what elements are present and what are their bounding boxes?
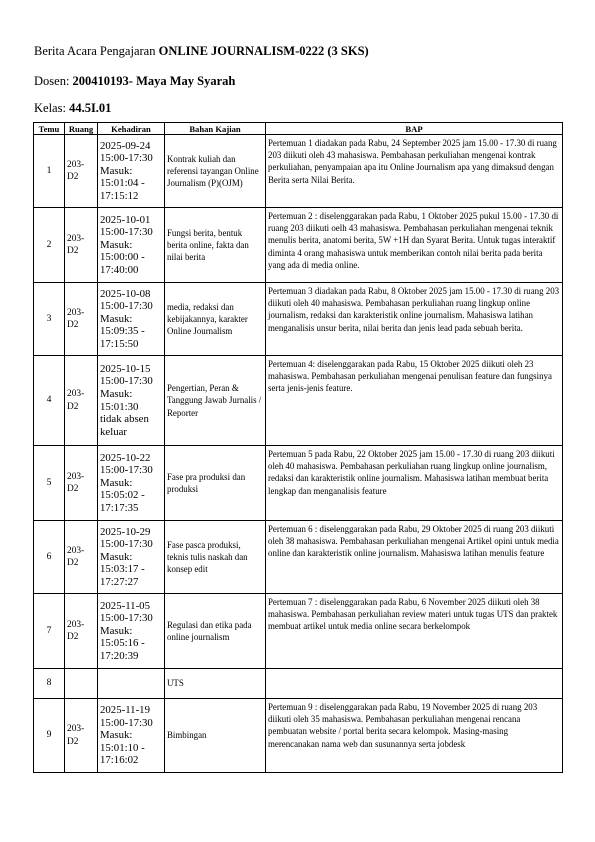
bap-cell: [266, 669, 563, 699]
kehadiran-cell: [98, 208, 165, 283]
kehadiran-line: 15:03:17 -: [100, 563, 145, 576]
kehadiran-cell: [98, 135, 165, 208]
kehadiran-line: 15:01:10 -: [100, 741, 145, 754]
kehadiran-cell: [98, 446, 165, 521]
kehadiran-line: 17:40:00: [100, 263, 139, 276]
kehadiran-line: 15:05:02 -: [100, 489, 145, 502]
col-kehadiran-header: Kehadiran: [98, 123, 165, 135]
bahan-kajian-cell: Fase pasca produksi, teknis tulis naskah dan konsep edit: [165, 521, 266, 594]
table-row: [34, 521, 563, 594]
temu-cell: 4: [34, 356, 65, 446]
bahan-kajian-cell: Fase pra produksi dan produksi: [165, 446, 266, 521]
kehadiran-line: 2025-10-15: [100, 362, 151, 375]
temu-cell: 8: [34, 669, 65, 699]
kehadiran-line: 15:01:04 -: [100, 177, 145, 190]
kehadiran-cell: [98, 594, 165, 669]
lecturer-line: [34, 74, 235, 89]
kehadiran-line: 17:27:27: [100, 575, 139, 588]
kehadiran-line: 15:09:35 -: [100, 325, 145, 338]
bahan-kajian-cell: Bimbingan: [165, 699, 266, 773]
table-header-row: [34, 123, 563, 135]
kehadiran-line: 15:00:00 -: [100, 251, 145, 264]
kehadiran-line: 2025-11-05: [100, 599, 150, 612]
lecturer-value: 200410193- Maya May Syarah: [72, 74, 236, 88]
bahan-kajian-cell: media, redaksi dan kebijakannya, karakter Online Journalism: [165, 283, 266, 356]
kehadiran-cell: [98, 521, 165, 594]
table-row: [34, 135, 563, 208]
kehadiran-line: 15:00-17:30: [100, 612, 153, 625]
table-row: [34, 594, 563, 669]
document-title: [34, 44, 369, 59]
bahan-kajian-cell: Fungsi berita, bentuk berita online, fakta dan nilai berita: [165, 208, 266, 283]
kehadiran-line: 2025-10-08: [100, 287, 151, 300]
kehadiran-line: 15:00-17:30: [100, 716, 153, 729]
ruang-cell: 203-D2: [65, 594, 98, 669]
kehadiran-cell: [98, 699, 165, 773]
kehadiran-line: 15:00-17:30: [100, 538, 153, 551]
bap-cell: Pertemuan 9 : diselenggarakan pada Rabu, 19 November 2025 di ruang 203 diikuti oleh 35 mahasiswa. Pembahasan perkuliahan mengenai rencana pembuatan website / portal berita secara kelompok. Masing-masing merencanakan nama web dan susunannya serta jobdesk: [266, 699, 563, 773]
temu-cell: 6: [34, 521, 65, 594]
bap-cell: Pertemuan 7 : diselenggarakan pada Rabu, 6 November 2025 diikuti oleh 38 mahasiswa. Pembahasan perkuliahan review materi untuk tugas UTS dan praktek membuat artikel untuk media online secara berkelompok: [266, 594, 563, 669]
kehadiran-line: 15:00-17:30: [100, 300, 153, 313]
kehadiran-line: 2025-09-24: [100, 139, 151, 152]
ruang-cell: 203-D2: [65, 283, 98, 356]
kehadiran-cell: [98, 356, 165, 446]
table-row: [34, 208, 563, 283]
temu-cell: 7: [34, 594, 65, 669]
temu-cell: 1: [34, 135, 65, 208]
kehadiran-line: 2025-11-19: [100, 704, 150, 717]
table-row: [34, 446, 563, 521]
bahan-kajian-cell: UTS: [165, 669, 266, 699]
kehadiran-line: tidak absen: [100, 413, 149, 426]
kehadiran-line: Masuk:: [100, 729, 133, 742]
kehadiran-line: 15:00-17:30: [100, 226, 153, 239]
kehadiran-line: Masuk:: [100, 476, 133, 489]
table-row: [34, 356, 563, 446]
kehadiran-line: 15:01:30: [100, 400, 139, 413]
kehadiran-line: 15:00-17:30: [100, 152, 153, 165]
bahan-kajian-cell: Kontrak kuliah dan referensi tayangan Online Journalism (P)(OJM): [165, 135, 266, 208]
table-row: [34, 283, 563, 356]
col-temu-header: Temu: [34, 123, 65, 135]
ruang-cell: 203-D2: [65, 699, 98, 773]
kehadiran-line: 2025-10-01: [100, 213, 151, 226]
kehadiran-line: 2025-10-22: [100, 451, 151, 464]
kehadiran-line: keluar: [100, 425, 127, 438]
temu-cell: 3: [34, 283, 65, 356]
kehadiran-line: Masuk:: [100, 387, 133, 400]
col-ruang-header: Ruang: [65, 123, 98, 135]
kehadiran-line: 17:20:39: [100, 649, 139, 662]
bap-cell: Pertemuan 1 diadakan pada Rabu, 24 September 2025 jam 15.00 - 17.30 di ruang 203 diikuti oleh 43 mahasiswa. Pembahasan perkuliahan mengenai kontrak perkuliahan, penyampaian apa itu Online Journalism apa yang dimaksud dengan Berita serta Nilai Berita.: [266, 135, 563, 208]
kehadiran-line: Masuk:: [100, 164, 133, 177]
lecturer-label: Dosen:: [34, 74, 73, 88]
kehadiran-cell: [98, 669, 165, 699]
bap-cell: Pertemuan 4: diselenggarakan pada Rabu, 15 Oktober 2025 diikuti oleh 23 mahasiswa. Pembahasan perkuliahan mengenai penulisan feature dan fungsinya serta jenis-jenis feature.: [266, 356, 563, 446]
temu-cell: 2: [34, 208, 65, 283]
kehadiran-line: Masuk:: [100, 312, 133, 325]
ruang-cell: 203-D2: [65, 135, 98, 208]
temu-cell: 5: [34, 446, 65, 521]
kehadiran-line: 15:00-17:30: [100, 375, 153, 388]
class-line: [34, 101, 111, 116]
ruang-cell: 203-D2: [65, 521, 98, 594]
kehadiran-line: 2025-10-29: [100, 525, 151, 538]
bap-table: [33, 122, 563, 773]
kehadiran-line: 17:15:50: [100, 337, 139, 350]
kehadiran-line: 17:16:02: [100, 754, 139, 767]
class-label: Kelas:: [34, 101, 70, 115]
bap-cell: Pertemuan 6 : diselenggarakan pada Rabu, 29 Oktober 2025 di ruang 203 diikuti oleh 38 mahasiswa. Pembahasan perkuliahan mengenai Artikel opini untuk media online dan karakteristik online journalism. Mahasiswa latihan menulis feature: [266, 521, 563, 594]
bap-cell: Pertemuan 3 diadakan pada Rabu, 8 Oktober 2025 jam 15.00 - 17.30 di ruang 203 diikuti oleh 40 mahasiswa. Pembahasan perkuliahan ruang lingkup online journalism, redaksi dan karakteristik online journalism. Mahasiswa latihan menganalisis unsur berita, nilai berita dan jenis lead pada sebuah berita.: [266, 283, 563, 356]
temu-cell: 9: [34, 699, 65, 773]
ruang-cell: 203-D2: [65, 446, 98, 521]
kehadiran-line: 15:00-17:30: [100, 464, 153, 477]
ruang-cell: 203-D2: [65, 356, 98, 446]
bahan-kajian-cell: Regulasi dan etika pada online journalism: [165, 594, 266, 669]
col-bap-header: BAP: [266, 123, 563, 135]
title-prefix: Berita Acara Pengajaran: [34, 44, 159, 58]
table-row: [34, 699, 563, 773]
bahan-kajian-cell: Pengertian, Peran & Tanggung Jawab Jurnalis / Reporter: [165, 356, 266, 446]
kehadiran-cell: [98, 283, 165, 356]
ruang-cell: [65, 669, 98, 699]
kehadiran-line: Masuk:: [100, 238, 133, 251]
table-body: [34, 135, 563, 773]
table-row: [34, 669, 563, 699]
bap-cell: Pertemuan 5 pada Rabu, 22 Oktober 2025 jam 15.00 - 17.30 di ruang 203 diikuti oleh 40 mahasiswa. Pembahasan perkuliahan ruang lingkup online journalism, redaksi dan karakteristik online journalism. Mahasiswa latihan membuat berita lengkap dan menganalisis feature: [266, 446, 563, 521]
kehadiran-line: 15:05:16 -: [100, 637, 145, 650]
kehadiran-line: 17:17:35: [100, 501, 139, 514]
course-name: ONLINE JOURNALISM-0222 (3 SKS): [158, 44, 369, 58]
class-value: 44.5I.01: [69, 101, 112, 115]
ruang-cell: 203-D2: [65, 208, 98, 283]
col-bahan-header: Bahan Kajian: [165, 123, 266, 135]
bap-cell: Pertemuan 2 : diselenggarakan pada Rabu, 1 Oktober 2025 pukul 15.00 - 17.30 di ruang 203 diikuti oelh 43 mahasiswa. Pembahasan perkuliahan mengenai teknik menulis berita, anatomi berita, 5W +1H dan Syarat Berita. Untuk tugas interaktif diminta 4 orang mahasiswa untuk memberikan contoh nilai berita pada berita yang ada di media online.: [266, 208, 563, 283]
kehadiran-line: 17:15:12: [100, 189, 139, 202]
kehadiran-line: Masuk:: [100, 550, 133, 563]
kehadiran-line: Masuk:: [100, 624, 133, 637]
